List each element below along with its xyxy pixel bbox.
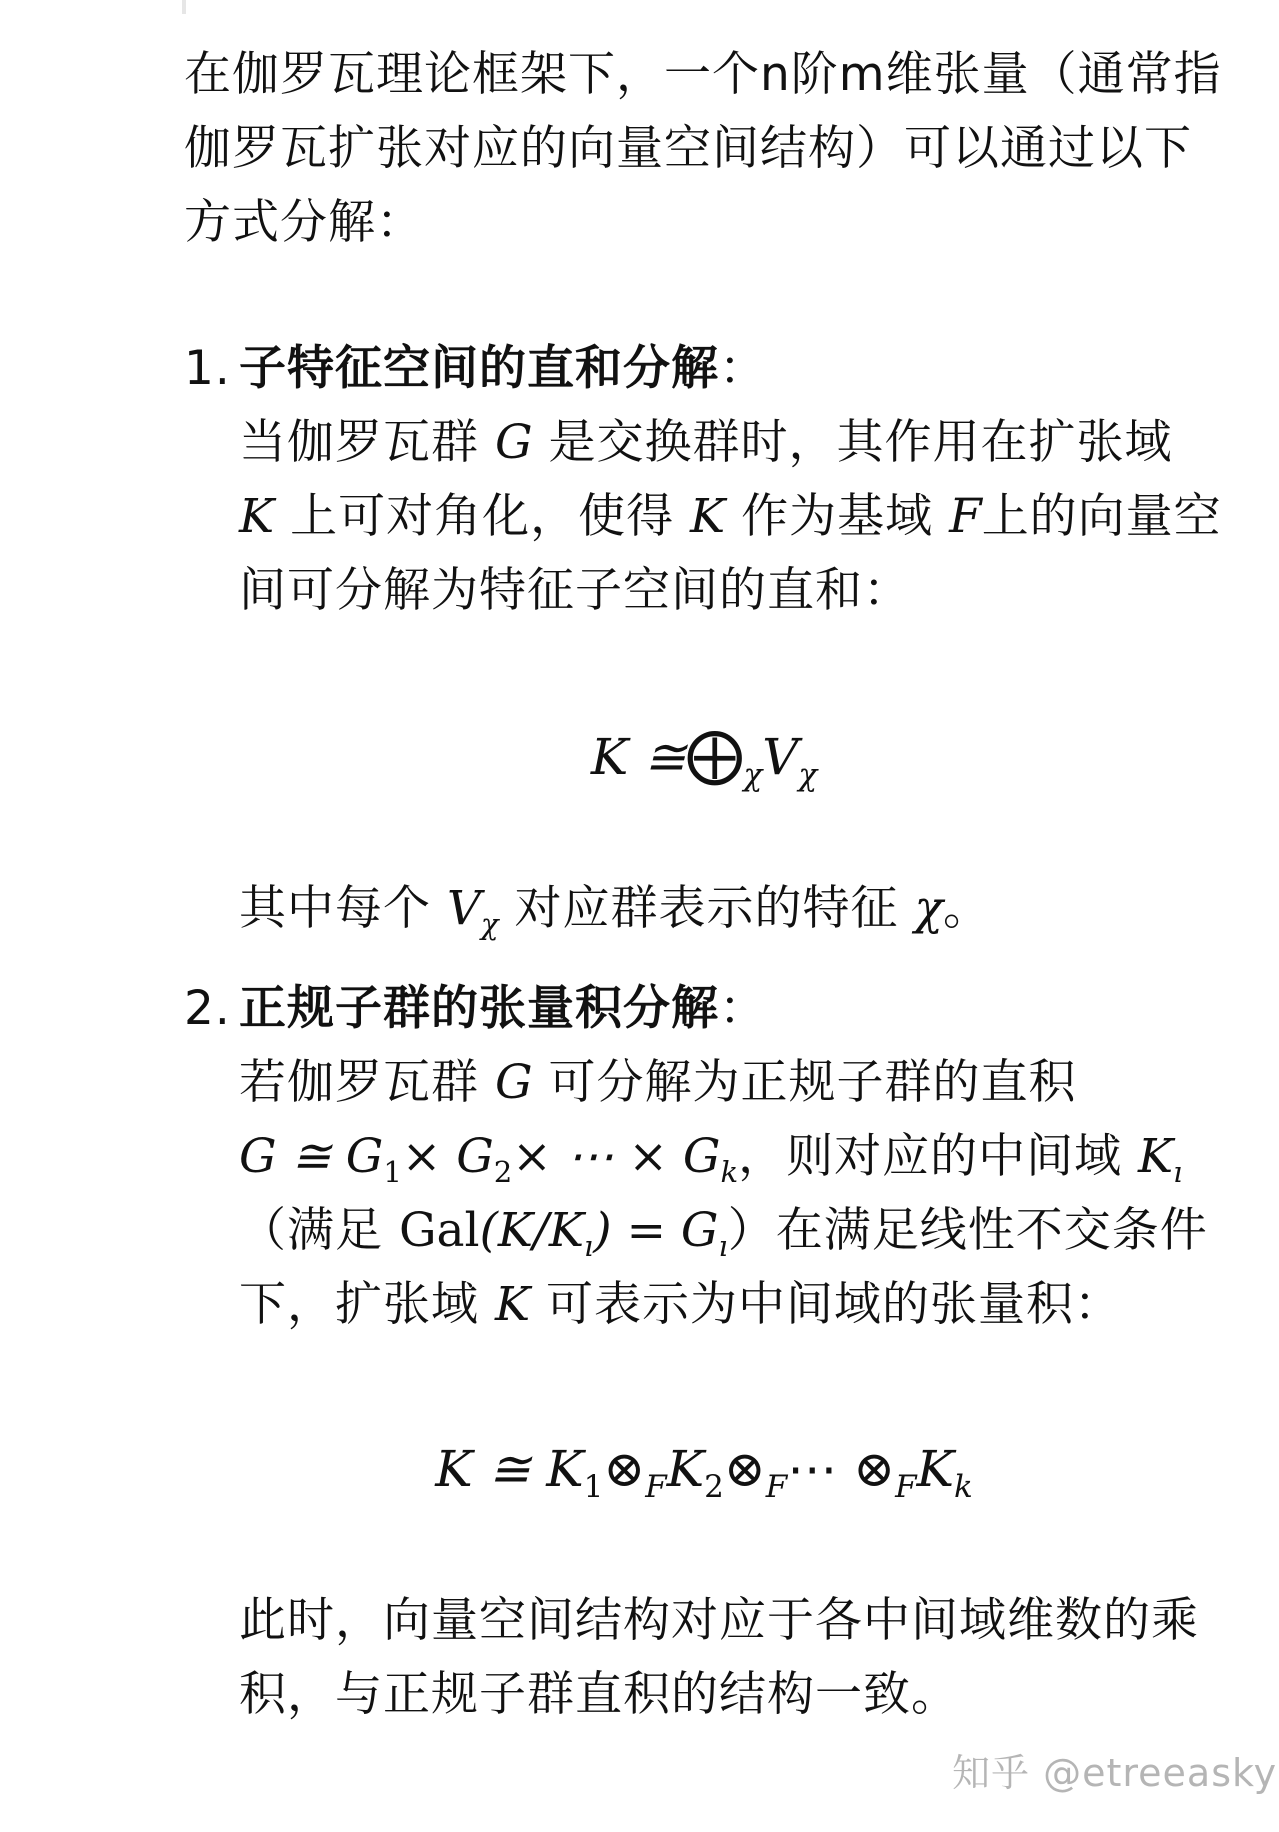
symbol-F: F <box>949 489 982 544</box>
section-2-number: 2. <box>184 981 231 1036</box>
section-1-title: 子特征空间的直和分解 <box>239 341 719 396</box>
document-body <box>184 38 1224 1758</box>
zhihu-watermark: 知乎 @etreeasky <box>952 1751 1278 1795</box>
section-1-number: 1. <box>184 341 231 396</box>
section-1-heading: 1. 子特征空间的直和分解： <box>184 332 1224 406</box>
symbol-G: G <box>494 415 533 470</box>
section-1-paragraph: 当伽罗瓦群 G 是交换群时，其作用在扩张域 K 上可对角化，使得 K 作为基域 F上的向量空间可分解为特征子空间的直和： <box>239 415 1222 618</box>
intro-paragraph: 在伽罗瓦理论框架下，一个n阶m维张量（通常指伽罗瓦扩张对应的向量空间结构）可以通过以下方式分解： <box>184 47 1222 250</box>
symbol-K: K <box>690 489 726 544</box>
section-2 <box>184 972 1224 1732</box>
equation-tensor-product: K ≅ $K_1\otimes_FK_2\otimes_F\cdots$ $\otimes_FK_k$ <box>435 1440 973 1505</box>
section-2-note: 此时，向量空间结构对应于各中间域维数的乘积，与正规子群直积的结构一致。 <box>239 1593 1199 1722</box>
section-2-title: 正规子群的张量积分解 <box>239 981 719 1036</box>
equation-direct-sum: K $≅⨁_\chi V_\chi$ <box>590 721 818 793</box>
top-divider <box>182 0 186 14</box>
section-1 <box>184 332 1224 946</box>
symbol-K: K <box>239 489 275 544</box>
section-1-note: 其中每个 $V_\chi$ 对应群表示的特征 χ。 <box>239 881 991 942</box>
section-2-heading: 2. 正规子群的张量积分解： <box>184 972 1224 1046</box>
section-2-paragraph: 若伽罗瓦群 G 可分解为正规子群的直积 G ≅ $G_1\times G_2\times$ ⋯ × $G_k$，则对应的中间域 $K_ı$ （满足 $Gal(K/K_ı) = G_ı$）在满足线性不交条件下，扩张域 K 可表示为中间域的张量积： <box>239 1055 1208 1332</box>
